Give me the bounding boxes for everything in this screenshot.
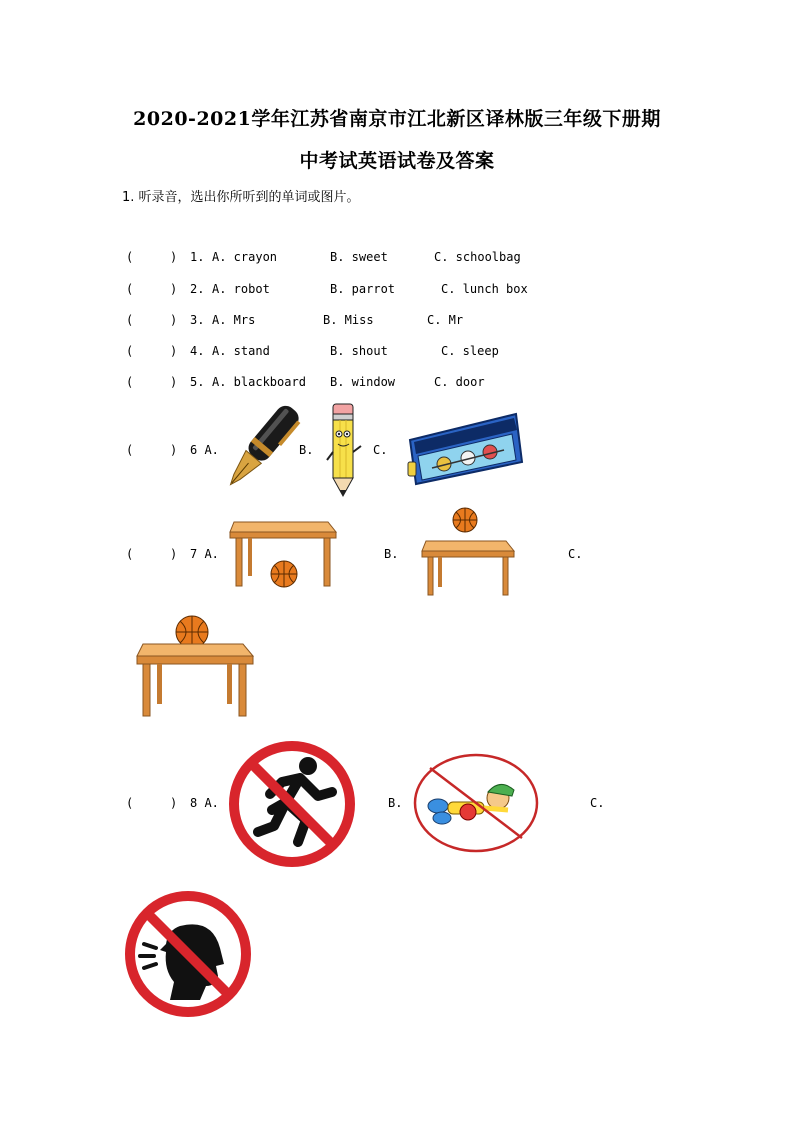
ball-above-table-image (420, 507, 516, 599)
option-c: C. door (434, 375, 485, 389)
question-number: 3. (190, 313, 205, 327)
bracket-open: ( (126, 796, 134, 810)
title-line-1: 2020-2021学年江苏省南京市江北新区译林版三年级下册期 (133, 108, 661, 130)
bracket-open: ( (126, 313, 134, 327)
option-a: A. stand (212, 344, 270, 358)
option-b-label: B. (388, 796, 403, 810)
fountain-pen-image (222, 400, 302, 495)
question-number: 6 A. (190, 443, 219, 457)
pencil-image (325, 400, 365, 500)
question-number: 1. (190, 250, 205, 264)
option-b: B. parrot (330, 282, 396, 296)
no-sleeping-sign-image (412, 752, 540, 854)
option-c: C. Mr (427, 313, 464, 327)
option-a: A. crayon (212, 250, 278, 264)
option-c: C. lunch box (441, 282, 528, 296)
option-a: A. blackboard (212, 375, 306, 389)
question-number: 7 A. (190, 547, 219, 561)
bracket-open: ( (126, 282, 134, 296)
bracket-open: ( (126, 547, 134, 561)
no-shouting-sign-image (124, 890, 252, 1018)
option-c: C. schoolbag (434, 250, 521, 264)
no-running-sign-image (228, 740, 356, 868)
question-number: 2. (190, 282, 205, 296)
question-number: 4. (190, 344, 205, 358)
option-b: B. sweet (330, 250, 388, 264)
bracket-close: ) (170, 282, 178, 296)
question-number: 5. (190, 375, 205, 389)
option-b-label: B. (299, 443, 314, 457)
bracket-close: ) (170, 344, 178, 358)
bracket-open: ( (126, 375, 134, 389)
option-b: B. Miss (323, 313, 374, 327)
option-c: C. sleep (441, 344, 499, 358)
bracket-close: ) (170, 313, 178, 327)
option-c-label: C. (373, 443, 388, 457)
question-number: 8 A. (190, 796, 219, 810)
ball-on-table-image (135, 614, 257, 718)
title-line-2: 中考试英语试卷及答案 (299, 150, 495, 172)
bracket-close: ) (170, 547, 178, 561)
option-a: A. Mrs (212, 313, 256, 327)
option-b: B. shout (330, 344, 388, 358)
bracket-close: ) (170, 250, 178, 264)
pencil-case-image (404, 410, 524, 488)
bracket-open: ( (126, 250, 134, 264)
bracket-open: ( (126, 344, 134, 358)
bracket-open: ( (126, 443, 134, 457)
option-a: A. robot (212, 282, 270, 296)
option-c-label: C. (590, 796, 605, 810)
bracket-close: ) (170, 796, 178, 810)
option-c-label: C. (568, 547, 583, 561)
option-b: B. window (330, 375, 396, 389)
bracket-close: ) (170, 375, 178, 389)
ball-under-table-image (228, 518, 338, 590)
option-b-label: B. (384, 547, 399, 561)
bracket-close: ) (170, 443, 178, 457)
instruction: 1. 听录音，选出你所听到的单词或图片。 (122, 190, 360, 205)
